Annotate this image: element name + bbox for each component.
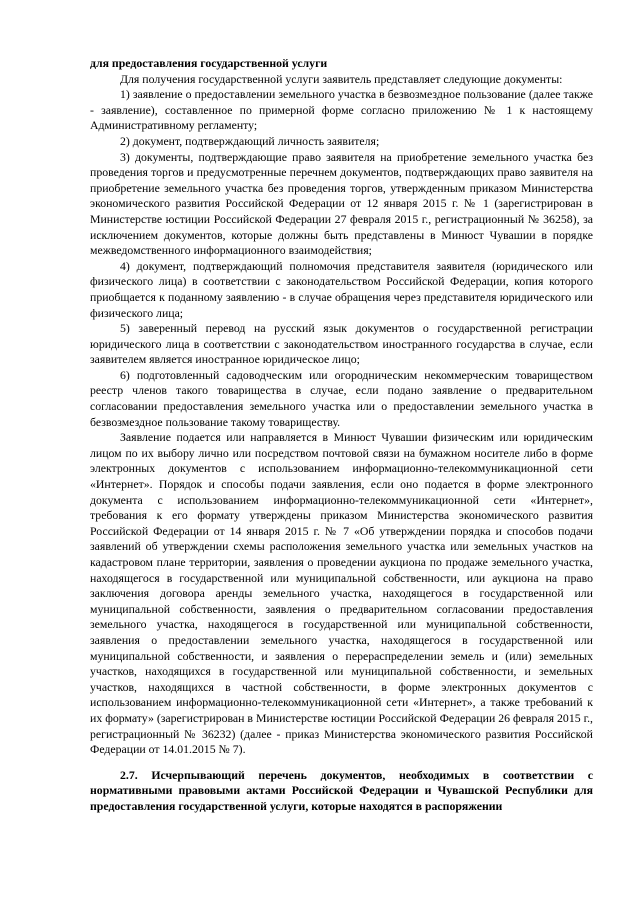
paragraph: Для получения государственной услуги заявитель представляет следующие документы: [120,71,563,86]
paragraph: Заявление подается или направляется в Минюст Чувашии физическим или юридическим лицом по их выбору лично или посредством почтовой связи на бумажном носителе либо в форме электронных документов с использованием информационно-телекоммуникационной сети «Интернет». Порядок и способы подачи заявления, если оно подается в форме электронного документа с использованием информационно-телекоммуникационной сети «Интернет», требования к его формату утверждены приказом Министерства экономического развития Российской Федерации от 14 января 2015 г. № 7 «Об утверждении порядка и способов подачи заявлений об утверждении схемы расположения земельного участка или земельных участков на кадастровом плане территории, заявления о проведении аукциона по продаже земельного участка, находящегося в государственной или муниципальной собственности, или аукциона на право заключения договора аренды земельного участка, находящегося в государственной или муниципальной собственности, заявления о предварительном согласовании предоставления земельного участка, находящегося в государственной или муниципальной собственности, заявления о предоставлении земельного участка, находящегося в государственной или муниципальной собственности, и заявления о перераспределении земель и (или) земельных участков, находящихся в государственной или муниципальной собственности, и земельных участков, находящихся в частной собственности, в форме электронных документов с использованием информационно-телекоммуникационной сети «Интернет», а также требований к их формату» (зарегистрирован в Министерстве юстиции Российской Федерации 26 февраля 2015 г., регистрационный № 36232) (далее - приказ Министерства экономического развития Российской Федерации от 14.01.2015 № 7). [90,430,593,757]
list-item: 2) документ, подтверждающий личность заявителя; [120,133,380,148]
document-page [90,56,593,815]
list-item: 4) документ, подтверждающий полномочия представителя заявителя (юридического или физического лица) в соответствии с законодательством Российской Федерации, копия которого приобщается к поданному заявлению - в случае обращения через представителя юридического или физического лица; [90,258,593,320]
list-item: 6) подготовленный садоводческим или огородническим некоммерческим товариществом реестр членов такого товарищества в случае, если подано заявление о предварительном согласовании предоставления земельного участка или о предоставлении земельного участка в безвозмездное пользование такому товариществу. [90,367,593,429]
list-item: 1) заявление о предоставлении земельного участка в безвозмездное пользование (далее также - заявление), составленное по примерной форме согласно приложению № 1 к настоящему Административному регламенту; [90,87,593,133]
section-heading-tail: для предоставления государственной услуги [90,56,328,70]
list-item: 3) документы, подтверждающие право заявителя на приобретение земельного участка без проведения торгов и предусмотренные перечнем документов, подтверждающих право заявителя на приобретение земельного участка без проведения торгов, утвержденным приказом Министерства экономического развития Российской Федерации от 12 января 2015 г. № 1 (зарегистрирован в Министерстве юстиции Российской Федерации 27 февраля 2015 г., регистрационный № 36258), за исключением документов, которые должны быть представлены в Минюст Чувашии в порядке межведомственного информационного взаимодействия; [90,149,593,258]
section-heading: 2.7. Исчерпывающий перечень документов, необходимых в соответствии с нормативными правовыми актами Российской Федерации и Чувашской Республики для предоставления государственной услуги, которые находятся в распоряжении [90,767,593,813]
list-item: 5) заверенный перевод на русский язык документов о государственной регистрации юридического лица в соответствии с законодательством иностранного государства в случае, если заявителем является иностранное юридическое лицо; [90,321,593,367]
